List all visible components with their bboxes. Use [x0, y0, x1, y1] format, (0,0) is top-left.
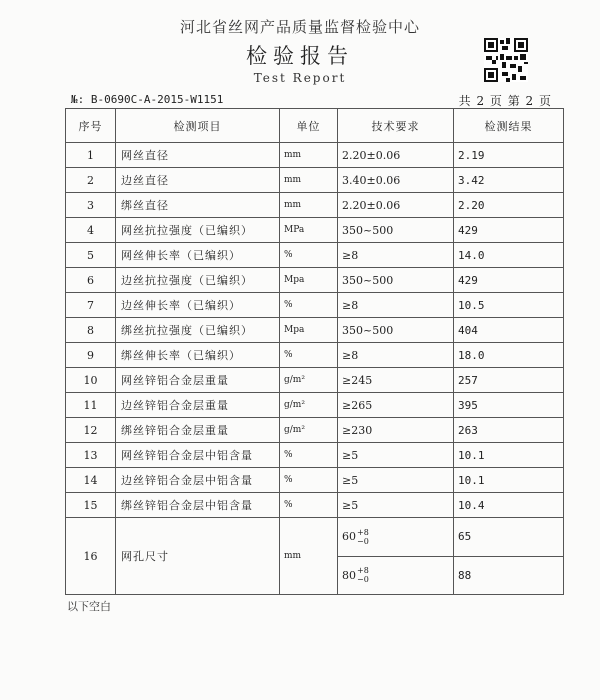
tolerance-base: 80 — [342, 568, 356, 582]
cell-unit: mm — [280, 143, 338, 168]
cell-unit: mm — [280, 518, 338, 595]
cell-result: 404 — [454, 318, 564, 343]
page-count: 共 2 页 第 2 页 — [458, 94, 552, 108]
cell-item: 绑丝锌铝合金层重量 — [116, 418, 280, 443]
cell-requirement: 2.20±0.06 — [338, 143, 454, 168]
cell-item: 网丝锌铝合金层重量 — [116, 368, 280, 393]
cell-no: 15 — [66, 493, 116, 518]
cell-item: 绑丝锌铝合金层中铝含量 — [116, 493, 280, 518]
cell-unit: % — [280, 293, 338, 318]
cell-no: 14 — [66, 468, 116, 493]
cell-requirement — [338, 518, 454, 557]
table-row — [66, 418, 564, 443]
cell-unit: % — [280, 468, 338, 493]
cell-no: 3 — [66, 193, 116, 218]
table-row — [66, 243, 564, 268]
table-header-row — [66, 109, 564, 143]
cell-unit: g/m² — [280, 368, 338, 393]
cell-result: 18.0 — [454, 343, 564, 368]
cell-item: 网丝直径 — [116, 143, 280, 168]
cell-requirement: ≥8 — [338, 243, 454, 268]
cell-requirement: 2.20±0.06 — [338, 193, 454, 218]
cell-result: 65 — [454, 518, 564, 557]
cell-no: 12 — [66, 418, 116, 443]
tolerance-value — [342, 566, 369, 584]
cell-requirement: 3.40±0.06 — [338, 168, 454, 193]
col-header-requirement: 技术要求 — [338, 109, 454, 143]
organization-name: 河北省丝网产品质量监督检验中心 — [179, 18, 420, 36]
cell-result: 2.20 — [454, 193, 564, 218]
cell-result: 395 — [454, 393, 564, 418]
report-subtitle: Test Report — [253, 71, 347, 85]
table-row — [66, 443, 564, 468]
cell-result: 10.4 — [454, 493, 564, 518]
table-row — [66, 218, 564, 243]
cell-no: 8 — [66, 318, 116, 343]
cell-unit: Mpa — [280, 268, 338, 293]
table-row — [66, 193, 564, 218]
cell-item: 网丝抗拉强度（已编织） — [116, 218, 280, 243]
cell-unit: % — [280, 243, 338, 268]
cell-result: 10.1 — [454, 468, 564, 493]
qr-code-icon — [484, 38, 528, 82]
cell-item: 边丝直径 — [116, 168, 280, 193]
table-row — [66, 318, 564, 343]
cell-unit: % — [280, 443, 338, 468]
cell-no: 7 — [66, 293, 116, 318]
cell-unit: g/m² — [280, 393, 338, 418]
cell-requirement: ≥5 — [338, 493, 454, 518]
cell-no: 6 — [66, 268, 116, 293]
cell-unit: mm — [280, 168, 338, 193]
table-row — [66, 168, 564, 193]
cell-no: 13 — [66, 443, 116, 468]
cell-requirement: 350~500 — [338, 318, 454, 343]
cell-no: 2 — [66, 168, 116, 193]
tolerance-minus: −0 — [357, 536, 369, 546]
cell-item: 边丝锌铝合金层重量 — [116, 393, 280, 418]
cell-item: 绑丝抗拉强度（已编织） — [116, 318, 280, 343]
cell-result: 2.19 — [454, 143, 564, 168]
col-header-item: 检测项目 — [116, 109, 280, 143]
cell-item: 网丝伸长率（已编织） — [116, 243, 280, 268]
cell-result: 88 — [454, 556, 564, 595]
table-row — [66, 518, 564, 557]
tolerance-plus: +8 — [357, 527, 369, 537]
cell-item: 边丝锌铝合金层中铝含量 — [116, 468, 280, 493]
cell-requirement: ≥230 — [338, 418, 454, 443]
cell-no: 10 — [66, 368, 116, 393]
cell-result: 429 — [454, 268, 564, 293]
cell-result: 10.5 — [454, 293, 564, 318]
results-table — [65, 108, 564, 595]
table-body — [66, 143, 564, 595]
report-title: 检验报告 — [246, 44, 354, 68]
cell-result: 263 — [454, 418, 564, 443]
cell-result: 10.1 — [454, 443, 564, 468]
cell-item: 边丝抗拉强度（已编织） — [116, 268, 280, 293]
cell-item: 边丝伸长率（已编织） — [116, 293, 280, 318]
cell-item: 绑丝直径 — [116, 193, 280, 218]
cell-unit: g/m² — [280, 418, 338, 443]
cell-requirement — [338, 556, 454, 595]
table-row — [66, 268, 564, 293]
cell-item: 网丝锌铝合金层中铝含量 — [116, 443, 280, 468]
table-row — [66, 143, 564, 168]
cell-unit: % — [280, 343, 338, 368]
cell-result: 429 — [454, 218, 564, 243]
cell-unit: mm — [280, 193, 338, 218]
col-header-no: 序号 — [66, 109, 116, 143]
tolerance-base: 60 — [342, 530, 356, 544]
col-header-unit: 单位 — [280, 109, 338, 143]
cell-item: 绑丝伸长率（已编织） — [116, 343, 280, 368]
cell-requirement: ≥8 — [338, 293, 454, 318]
col-header-result: 检测结果 — [454, 109, 564, 143]
cell-unit: Mpa — [280, 318, 338, 343]
cell-item: 网孔尺寸 — [116, 518, 280, 595]
report-number: №: B-0690C-A-2015-W1151 — [71, 93, 224, 106]
cell-result: 257 — [454, 368, 564, 393]
cell-no: 1 — [66, 143, 116, 168]
footer-note: 以下空白 — [67, 600, 111, 613]
cell-requirement: ≥5 — [338, 468, 454, 493]
cell-result: 3.42 — [454, 168, 564, 193]
cell-unit: % — [280, 493, 338, 518]
cell-requirement: ≥245 — [338, 368, 454, 393]
cell-result: 14.0 — [454, 243, 564, 268]
tolerance-value — [342, 528, 369, 546]
cell-requirement: 350~500 — [338, 218, 454, 243]
table-row — [66, 393, 564, 418]
table-row — [66, 368, 564, 393]
table-row — [66, 493, 564, 518]
cell-unit: MPa — [280, 218, 338, 243]
table-row — [66, 468, 564, 493]
table-row — [66, 293, 564, 318]
cell-no: 9 — [66, 343, 116, 368]
cell-no: 16 — [66, 518, 116, 595]
cell-no: 4 — [66, 218, 116, 243]
cell-requirement: 350~500 — [338, 268, 454, 293]
cell-no: 11 — [66, 393, 116, 418]
tolerance-plus: +8 — [357, 566, 369, 576]
cell-requirement: ≥8 — [338, 343, 454, 368]
cell-requirement: ≥5 — [338, 443, 454, 468]
cell-requirement: ≥265 — [338, 393, 454, 418]
tolerance-minus: −0 — [357, 575, 369, 585]
cell-no: 5 — [66, 243, 116, 268]
table-row — [66, 343, 564, 368]
